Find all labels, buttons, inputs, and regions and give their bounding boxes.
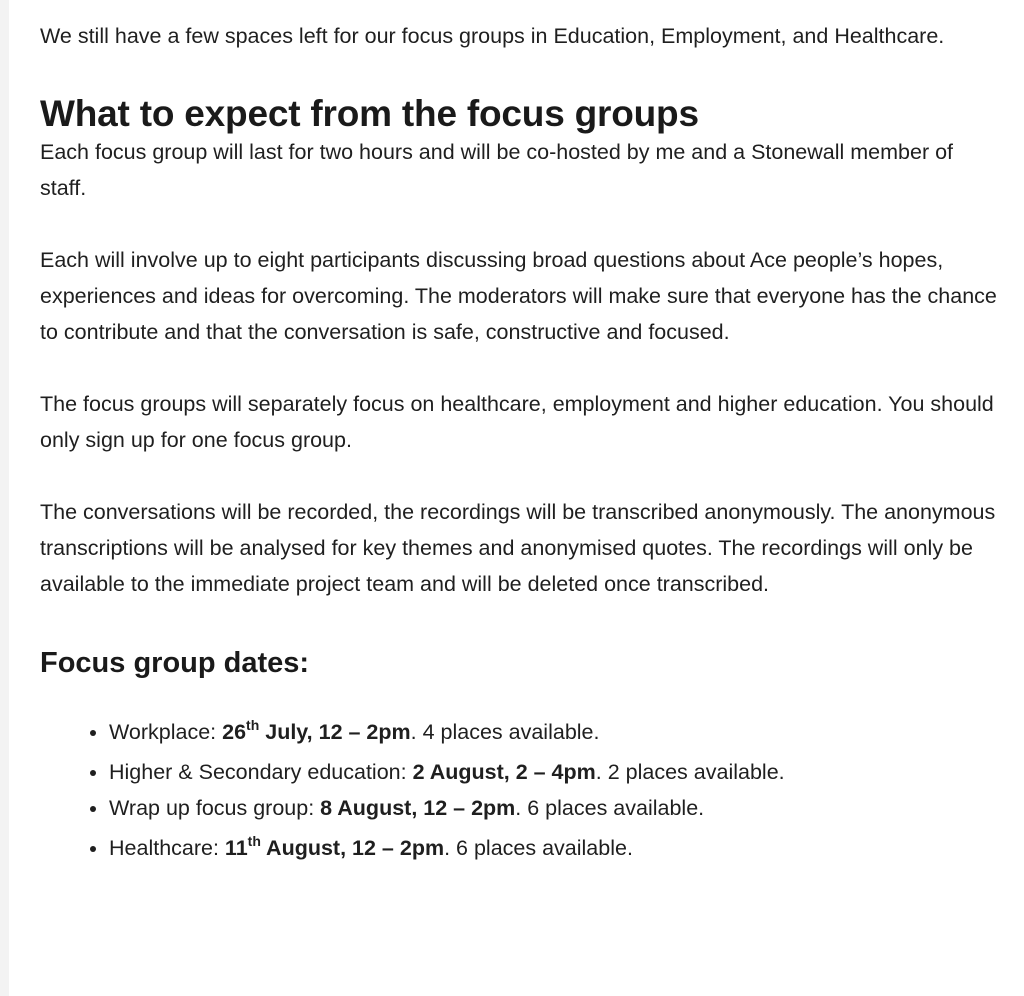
date-item-label: Higher & Secondary education: <box>109 760 413 784</box>
date-item-day: 11 <box>224 836 248 860</box>
page-left-border <box>0 0 9 996</box>
expect-paragraph-duration: Each focus group will last for two hours and will be co-hosted by me and a Stonewall member of staff. <box>40 140 954 200</box>
date-item-label: Wrap up focus group: <box>109 796 321 820</box>
list-item <box>109 790 1005 826</box>
date-item-day: 8 August, 12 – 2pm <box>320 796 516 820</box>
date-item-suffix: th <box>246 717 260 733</box>
list-item <box>109 826 1005 870</box>
date-item-day: 26 <box>222 720 247 744</box>
dates-list <box>40 710 1005 870</box>
date-item-time: July, 12 – 2pm <box>259 720 411 744</box>
expect-paragraph-topics: The focus groups will separately focus on healthcare, employment and higher education. You should only sign up for one focus group. <box>40 392 994 452</box>
date-item-availability: . 6 places available. <box>515 796 705 820</box>
list-item <box>109 754 1005 790</box>
date-item-availability: . 6 places available. <box>444 836 633 860</box>
expect-paragraph-recording: The conversations will be recorded, the recordings will be transcribed anonymously. The anonymous transcriptions will be analysed for key themes and anonymised quotes. The recordings will only be available to the immediate project team and will be deleted once transcribed. <box>40 500 996 596</box>
list-item <box>109 710 1005 754</box>
article-body <box>40 18 1005 870</box>
dates-heading: Focus group dates: <box>40 647 310 679</box>
date-item-suffix: th <box>247 833 261 849</box>
intro-paragraph: We still have a few spaces left for our focus groups in Education, Employment, and Healthcare. <box>40 24 945 48</box>
date-item-time: August, 12 – 2pm <box>260 836 445 860</box>
expect-heading: What to expect from the focus groups <box>40 93 699 134</box>
date-item-availability: . 2 places available. <box>595 760 785 784</box>
date-item-availability: . 4 places available. <box>410 720 600 744</box>
date-item-day: 2 August, 2 – 4pm <box>412 760 596 784</box>
date-item-label: Workplace: <box>109 720 223 744</box>
date-item-label: Healthcare: <box>109 836 225 860</box>
expect-paragraph-participants: Each will involve up to eight participants discussing broad questions about Ace people’s hopes, experiences and ideas for overcoming. The moderators will make sure that everyone has the chance to contribute and that the conversation is safe, constructive and focused. <box>40 248 997 344</box>
